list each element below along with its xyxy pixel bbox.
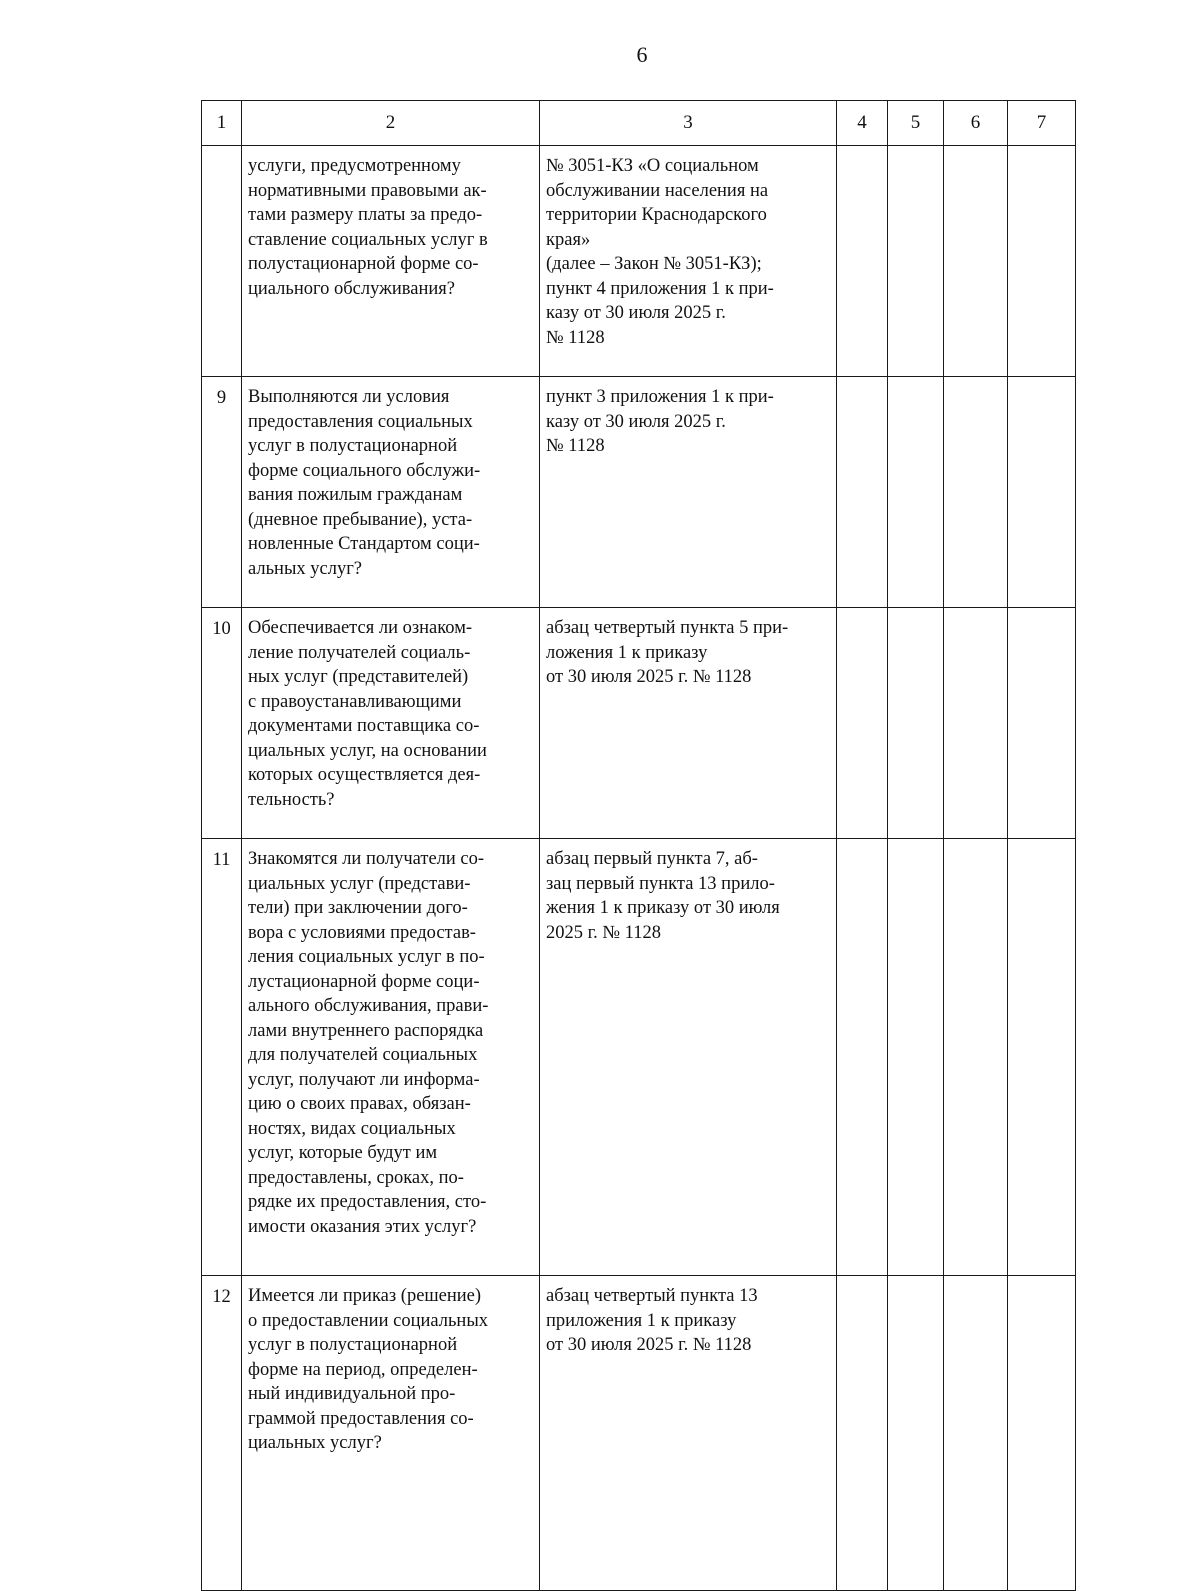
cell-text-line: ложения 1 к приказу [546, 642, 708, 663]
answer-cell-5 [888, 839, 944, 1276]
cell-text-line: № 1128 [546, 327, 605, 348]
answer-cell-7 [1008, 377, 1076, 608]
cell-text-line: Обеспечивается ли ознаком- [248, 618, 473, 638]
cell-text-line: зац первый пункта 13 прило- [546, 873, 775, 894]
table-row [202, 608, 1076, 839]
answer-cell-4 [837, 1276, 888, 1591]
cell-text-line: имости оказания этих услуг? [248, 1216, 477, 1237]
cell-text-line: услуг в полустационарной [248, 436, 458, 456]
cell-text-line: Имеется ли приказ (решение) [248, 1286, 482, 1306]
cell-text-line: казу от 30 июля 2025 г. [546, 303, 726, 323]
answer-cell-4 [837, 839, 888, 1276]
answer-cell-7 [1008, 146, 1076, 377]
cell-text-line: абзац четвертый пункта 13 [546, 1286, 758, 1306]
question-cell [242, 146, 540, 377]
cell-text-line: циального обслуживания? [248, 278, 456, 299]
answer-cell-5 [888, 1276, 944, 1591]
answer-cell-6 [944, 377, 1008, 608]
answer-cell-6 [944, 1276, 1008, 1591]
cell-text-line: форме социального обслужи- [248, 460, 481, 481]
legal-basis-cell [540, 1276, 837, 1591]
checklist-table [201, 100, 1076, 1591]
cell-text-line: лустационарной форме соци- [248, 971, 480, 992]
answer-cell-7 [1008, 1276, 1076, 1591]
cell-text-line: вора с условиями предостав- [248, 922, 476, 943]
column-header-1: 1 [202, 101, 242, 146]
cell-text-line: ный индивидуальной про- [248, 1384, 456, 1404]
table-row [202, 377, 1076, 608]
cell-text-line: от 30 июля 2025 г. № 1128 [546, 667, 752, 687]
table-row [202, 146, 1076, 377]
column-header-3: 3 [540, 101, 837, 146]
cell-text-line: Знакомятся ли получатели со- [248, 849, 485, 869]
column-header-2: 2 [242, 101, 540, 146]
cell-text-line: предоставлены, сроках, по- [248, 1167, 464, 1188]
row-number: 11 [202, 839, 242, 1276]
row-number [202, 146, 242, 377]
question-cell [242, 608, 540, 839]
answer-cell-4 [837, 608, 888, 839]
cell-text-line: услуг в полустационарной [248, 1335, 458, 1355]
cell-text-line: предоставления социальных [248, 411, 473, 432]
answer-cell-4 [837, 377, 888, 608]
cell-text-line: 2025 г. № 1128 [546, 922, 661, 943]
cell-text-line: тами размеру платы за предо- [248, 205, 483, 225]
cell-text-line: услуг, получают ли информа- [248, 1069, 480, 1090]
row-number: 12 [202, 1276, 242, 1591]
cell-text-line: вания пожилым гражданам [248, 485, 463, 505]
cell-text-line: ления социальных услуг в по- [248, 947, 485, 967]
cell-text-line: альных услуг? [248, 558, 362, 579]
cell-text-line: казу от 30 июля 2025 г. [546, 411, 726, 432]
cell-text-line: от 30 июля 2025 г. № 1128 [546, 1335, 752, 1355]
cell-text-line: лами внутреннего распорядка [248, 1020, 484, 1041]
question-cell [242, 377, 540, 608]
legal-basis-cell [540, 839, 837, 1276]
cell-text-line: нормативными правовыми ак- [248, 180, 487, 201]
cell-text-line: цию о своих правах, обязан- [248, 1094, 471, 1114]
cell-text-line: (дневное пребывание), уста- [248, 509, 473, 530]
legal-basis-cell [540, 146, 837, 377]
question-cell [242, 839, 540, 1276]
cell-text-line: (далее – Закон № 3051-КЗ); [546, 254, 762, 274]
cell-text-line: циальных услуг (представи- [248, 873, 471, 894]
cell-text-line: ных услуг (представителей) [248, 667, 469, 687]
row-number: 10 [202, 608, 242, 839]
table-header-row [202, 101, 1076, 146]
cell-text-line: полустационарной форме со- [248, 254, 479, 274]
cell-text-line: граммой предоставления со- [248, 1408, 474, 1429]
cell-text-line: циальных услуг? [248, 1433, 382, 1453]
cell-text-line: обслуживании населения на [546, 180, 769, 201]
answer-cell-6 [944, 146, 1008, 377]
answer-cell-6 [944, 608, 1008, 839]
cell-text-line: ального обслуживания, прави- [248, 996, 489, 1016]
cell-text-line: для получателей социальных [248, 1045, 478, 1065]
cell-text-line: тельность? [248, 789, 335, 810]
row-number: 9 [202, 377, 242, 608]
cell-text-line: № 3051-КЗ «О социальном [546, 156, 759, 176]
cell-text-line: абзац четвертый пункта 5 при- [546, 618, 789, 638]
cell-text-line: новленные Стандартом соци- [248, 534, 480, 554]
cell-text-line: № 1128 [546, 436, 605, 456]
cell-text-line: жения 1 к приказу от 30 июля [546, 898, 780, 918]
cell-text-line: о предоставлении социальных [248, 1310, 488, 1331]
cell-text-line: которых осуществляется дея- [248, 765, 481, 785]
legal-basis-cell [540, 377, 837, 608]
cell-text-line: тели) при заключении дого- [248, 898, 468, 918]
cell-text-line: услуги, предусмотренному [248, 156, 461, 176]
cell-text-line: с правоустанавливающими [248, 691, 462, 712]
table-row [202, 1276, 1076, 1591]
answer-cell-4 [837, 146, 888, 377]
cell-text-line: ставление социальных услуг в [248, 229, 488, 250]
cell-text-line: ностях, видах социальных [248, 1118, 456, 1139]
answer-cell-7 [1008, 608, 1076, 839]
answer-cell-5 [888, 146, 944, 377]
column-header-5: 5 [888, 101, 944, 146]
table-row [202, 839, 1076, 1276]
cell-text-line: пункт 3 приложения 1 к при- [546, 387, 774, 407]
cell-text-line: территории Краснодарского [546, 205, 767, 225]
cell-text-line: абзац первый пункта 7, аб- [546, 849, 758, 869]
column-header-6: 6 [944, 101, 1008, 146]
cell-text-line: рядке их предоставления, сто- [248, 1192, 487, 1212]
answer-cell-6 [944, 839, 1008, 1276]
cell-text-line: форме на период, определен- [248, 1359, 478, 1380]
answer-cell-5 [888, 377, 944, 608]
cell-text-line: документами поставщика со- [248, 716, 480, 736]
question-cell [242, 1276, 540, 1591]
page-number: 6 [636, 42, 648, 67]
column-header-4: 4 [837, 101, 888, 146]
answer-cell-5 [888, 608, 944, 839]
legal-basis-cell [540, 608, 837, 839]
cell-text-line: циальных услуг, на основании [248, 740, 487, 761]
cell-text-line: услуг, которые будут им [248, 1143, 438, 1163]
cell-text-line: ление получателей социаль- [248, 642, 471, 663]
cell-text-line: края» [546, 229, 591, 250]
cell-text-line: Выполняются ли условия [248, 387, 450, 407]
answer-cell-7 [1008, 839, 1076, 1276]
cell-text-line: приложения 1 к приказу [546, 1310, 737, 1331]
column-header-7: 7 [1008, 101, 1076, 146]
cell-text-line: пункт 4 приложения 1 к при- [546, 278, 774, 299]
